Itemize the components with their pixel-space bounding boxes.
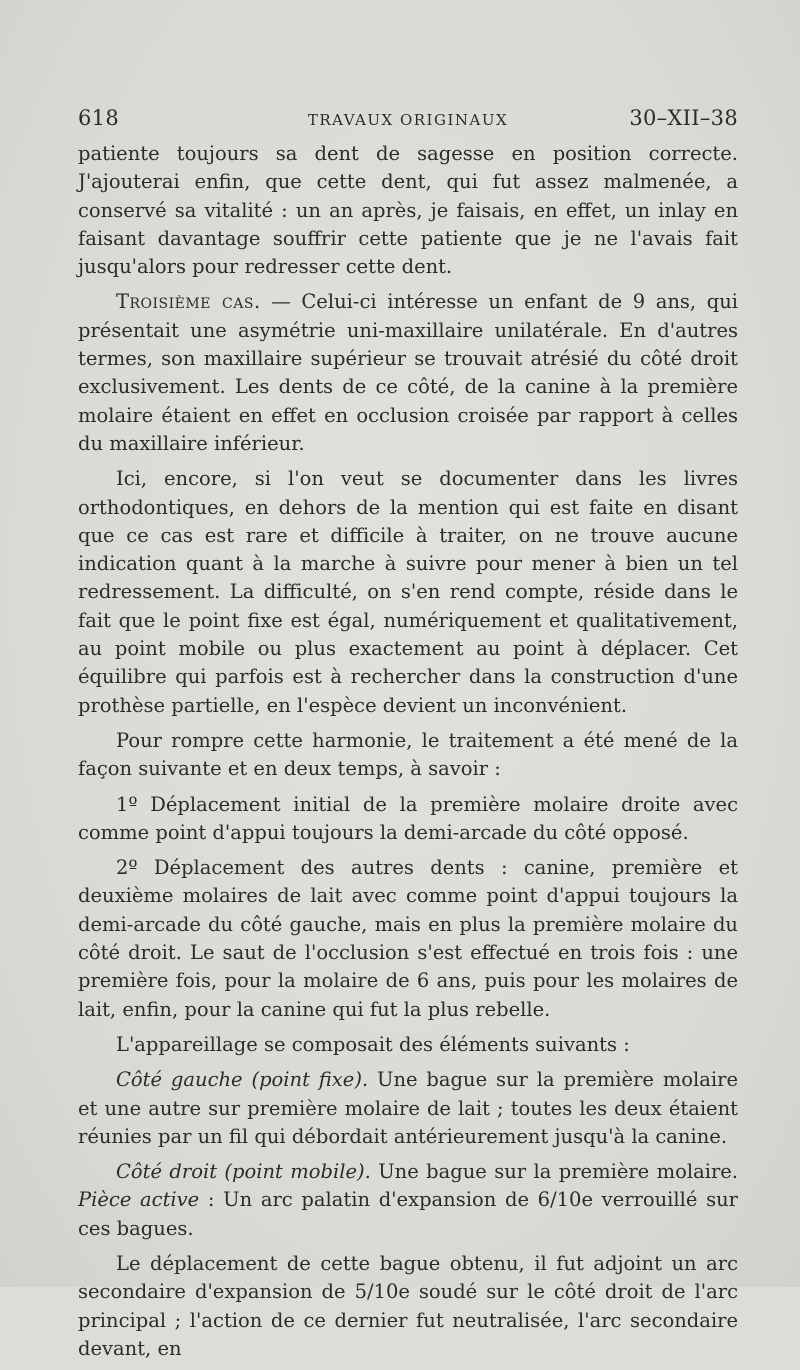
paragraph <box>78 140 738 281</box>
italic-heading: Côté gauche (point fixe). <box>116 1068 369 1092</box>
paragraph <box>78 1250 738 1363</box>
paragraph-text: Ici, encore, si l'on veut se documenter dans les livres orthodontiques, en dehors de la mention qui est faite en disant que ce cas est rare et difficile à traiter, on ne trouve aucune indication quant à la marche à suivre pour mener à bien un tel redressement. La difficulté, on s'en rend compte, réside dans le fait que le point fixe est égal, numériquement et qualitativement, au point mobile ou plus exactement au point à déplacer. Cet équilibre qui parfois est à rechercher dans la construction d'une prothèse partielle, en l'espèce devient un inconvénient. <box>78 467 738 717</box>
paragraph-text: 1º Déplacement initial de la première molaire droite avec comme point d'appui toujours la demi-arcade du côté opposé. <box>78 792 738 844</box>
paragraph-text: 2º Déplacement des autres dents : canine, première et deuxième molaires de lait avec comme point d'appui toujours la demi-arcade du côté gauche, mais en plus la première molaire du côté droit. Le saut de l'occlusion s'est effectué en trois fois : une première fois, pour la molaire de 6 ans, puis pour les molaires de lait, enfin, pour la canine qui fut la plus rebelle. <box>78 856 738 1021</box>
paragraph-text: — Celui-ci intéresse un enfant de 9 ans, qui présentait une asymétrie uni-maxillaire unilatérale. En d'autres termes, son maxillaire supérieur se trouvait atrésié du côté droit exclusivement. Les dents de ce côté, de la canine à la première molaire étaient en effet en occlusion croisée par rapport à celles du maxillaire inférieur. <box>78 290 738 455</box>
paragraph <box>78 727 738 784</box>
italic-heading: Côté droit (point mobile). <box>116 1160 371 1184</box>
paragraph-text: L'appareillage se composait des éléments suivants : <box>116 1032 630 1056</box>
paragraph <box>78 288 738 458</box>
case-heading: Troisième cas. <box>116 290 261 314</box>
paragraph-text: Une bague sur la première molaire et une autre sur première molaire de lait ; toutes les deux étaient réunies par un fil qui débordait antérieurement jusqu'à la canine. <box>78 1068 739 1148</box>
paragraph-text: : Un arc palatin d'expansion de 6/10e verrouillé sur ces bagues. <box>78 1188 739 1240</box>
italic-term: Pièce active <box>78 1188 200 1212</box>
body-text <box>78 140 738 1370</box>
paragraph-text: Le déplacement de cette bague obtenu, il fut adjoint un arc secondaire d'expansion de 5/10e soudé sur le côté droit de l'arc principal ; l'action de ce dernier fut neutralisée, l'arc secondaire devant, en <box>78 1251 738 1360</box>
paragraph <box>78 1066 738 1151</box>
paragraph <box>78 854 738 1024</box>
running-header <box>78 106 738 142</box>
issue-date: 30–XII–38 <box>629 106 738 130</box>
paragraph <box>78 465 738 720</box>
paragraph <box>78 1158 738 1243</box>
page-number: 618 <box>78 106 119 130</box>
paragraph-text: patiente toujours sa dent de sagesse en position correcte. J'ajouterai enfin, que cette dent, qui fut assez malmenée, a conservé sa vitalité : un an après, je faisais, en effet, un inlay en faisant davantage souffrir cette patiente que je ne l'avais fait jusqu'alors pour redresser cette dent. <box>78 142 738 279</box>
paragraph-text: Pour rompre cette harmonie, le traitement a été mené de la façon suivante et en deux temps, à savoir : <box>78 728 738 781</box>
running-title: TRAVAUX ORIGINAUX <box>307 111 509 129</box>
paragraph <box>78 791 738 848</box>
paragraph-text: Une bague sur la première molaire. <box>370 1160 739 1184</box>
paragraph <box>78 1031 738 1059</box>
